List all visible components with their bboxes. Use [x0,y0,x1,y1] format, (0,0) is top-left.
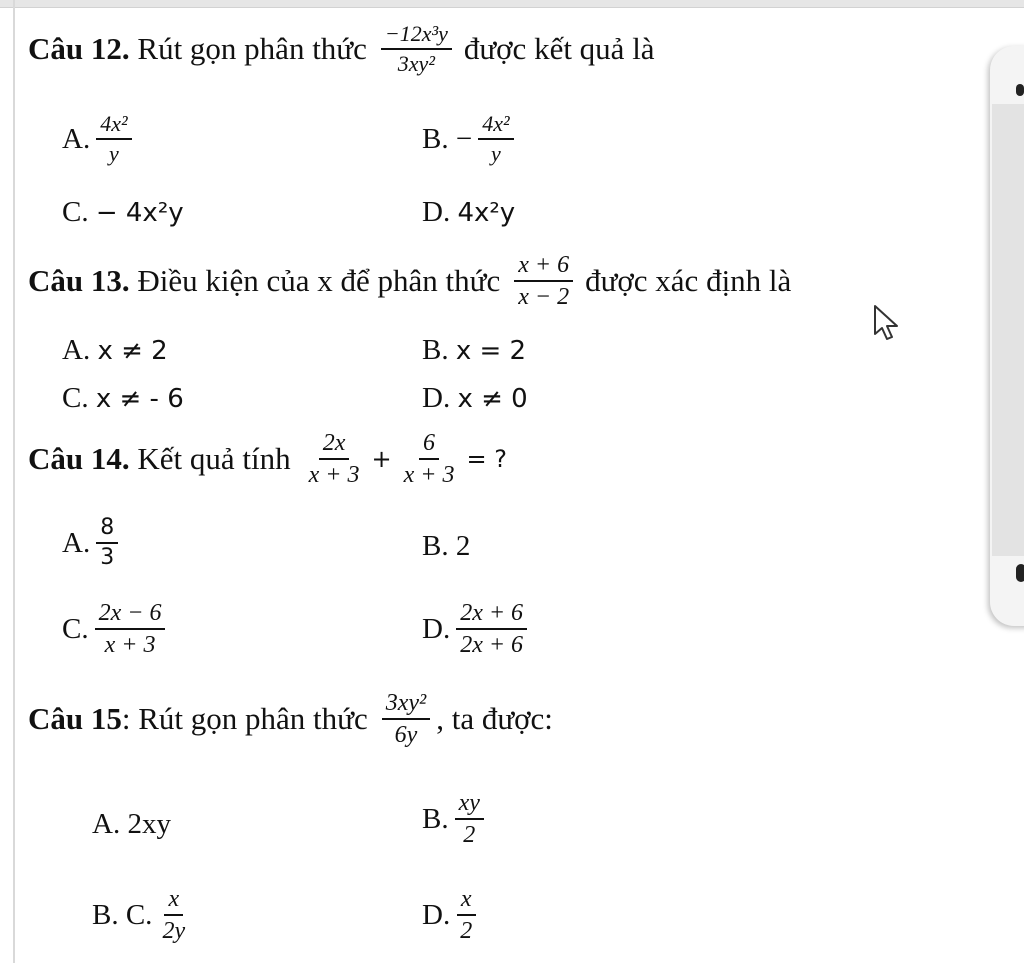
question-14-fraction-2 [400,430,459,489]
option-label: A. [92,808,121,840]
option-label: B. [422,334,449,366]
fraction-numerator: 4x² [96,112,131,140]
fraction-denominator: x + 3 [403,462,455,489]
fraction-numerator: 6 [419,430,439,460]
option-text: 2 [455,530,471,562]
fraction-denominator: 2 [460,918,473,945]
question-14-fraction-1 [305,430,364,489]
question-12-number: Câu 12. [28,31,130,67]
question-15-fraction [382,690,431,749]
option-fraction [96,516,118,570]
question-15-suffix: , ta được: [436,701,553,737]
question-12 [28,22,655,76]
fraction-numerator: 3xy² [382,690,431,720]
q13-option-b[interactable] [422,334,526,367]
option-label: A. [62,334,91,366]
fraction-denominator: 3xy² [397,51,435,77]
question-12-fraction [381,22,452,76]
q15-option-c[interactable] [92,886,195,945]
fraction-denominator: x − 2 [518,284,570,311]
fraction-denominator: 6y [394,722,418,749]
fraction-numerator: 2x [319,430,350,460]
fraction-numerator: xy [455,790,484,820]
q13-option-a[interactable] [62,334,168,367]
question-13-prefix: Điều kiện của x để phân thức [137,263,501,299]
question-13-fraction [514,252,573,311]
q14-option-b[interactable] [422,530,470,563]
option-label: D. [422,612,451,645]
q13-option-d[interactable] [422,382,528,415]
option-fraction [96,112,131,166]
question-15-prefix: : Rút gọn phân thức [121,701,368,737]
q12-option-b[interactable] [422,112,520,166]
minus-sign: − [455,122,473,155]
option-fraction [95,600,166,659]
q14-option-a[interactable] [62,516,124,570]
fraction-denominator: 2 [463,822,476,849]
option-fraction [455,790,484,849]
option-fraction [456,886,476,945]
plus-sign: + [371,445,392,474]
question-14-number: Câu 14. [28,441,130,477]
fraction-numerator: 4x² [478,112,513,140]
question-15 [28,690,553,749]
option-text: x = 2 [455,335,527,366]
question-12-prefix: Rút gọn phân thức [137,31,367,67]
fraction-denominator: x + 3 [104,632,156,659]
fraction-numerator: 8 [96,516,118,544]
option-label: B. C. [92,898,153,931]
scroll-up-handle[interactable] [1016,84,1024,96]
q14-option-c[interactable] [62,600,171,659]
q12-option-a[interactable] [62,112,138,166]
option-text: x ≠ 2 [97,335,168,366]
fraction-denominator: x + 3 [308,462,360,489]
option-label: C. [62,382,89,414]
option-fraction [456,600,527,659]
fraction-numerator: 2x − 6 [95,600,166,630]
q15-option-b[interactable] [422,790,490,849]
window-top-bar [0,0,1024,8]
fraction-denominator: y [109,141,119,167]
q12-option-d[interactable] [422,196,515,229]
fraction-denominator: y [491,141,501,167]
q15-option-d[interactable] [422,886,482,945]
q15-option-a[interactable] [92,808,171,841]
fraction-denominator: 2y [162,918,186,945]
option-text: 4x²y [457,197,516,228]
option-label: D. [422,382,451,414]
option-text: x ≠ - 6 [95,383,184,414]
question-12-suffix: được kết quả là [463,31,655,67]
option-fraction [478,112,513,166]
q13-option-c[interactable] [62,382,184,415]
option-label: D. [422,196,451,228]
option-text: x ≠ 0 [457,383,528,414]
fraction-denominator: 2x + 6 [460,632,524,659]
fraction-numerator: x [457,886,476,916]
option-label: B. [422,802,449,835]
question-13-suffix: được xác định là [585,263,792,299]
option-fraction [158,886,189,945]
question-14-suffix: = ? [466,445,507,474]
mouse-cursor-icon [872,304,902,344]
fraction-denominator: 3 [100,545,115,571]
option-label: C. [62,612,89,645]
fraction-numerator: x [164,886,183,916]
q12-option-c[interactable] [62,196,184,229]
fraction-numerator: 2x + 6 [456,600,527,630]
option-label: C. [62,196,89,228]
option-label: A. [62,122,91,155]
scroll-down-handle[interactable] [1016,564,1024,582]
question-14-prefix: Kết quả tính [137,441,291,477]
fraction-numerator: −12x³y [381,22,452,50]
question-14 [28,430,509,489]
page-margin-rule [13,0,15,963]
question-13 [28,252,791,311]
option-label: B. [422,122,449,155]
question-15-number: Câu 15 [28,701,122,737]
option-label: A. [62,526,91,559]
question-13-number: Câu 13. [28,263,130,299]
scrollbar-thumb[interactable] [992,104,1024,556]
option-text: − 4x²y [95,197,184,228]
q14-option-d[interactable] [422,600,533,659]
option-label: B. [422,530,449,562]
fraction-numerator: x + 6 [514,252,573,282]
option-label: D. [422,898,451,931]
option-text: 2xy [127,808,171,840]
